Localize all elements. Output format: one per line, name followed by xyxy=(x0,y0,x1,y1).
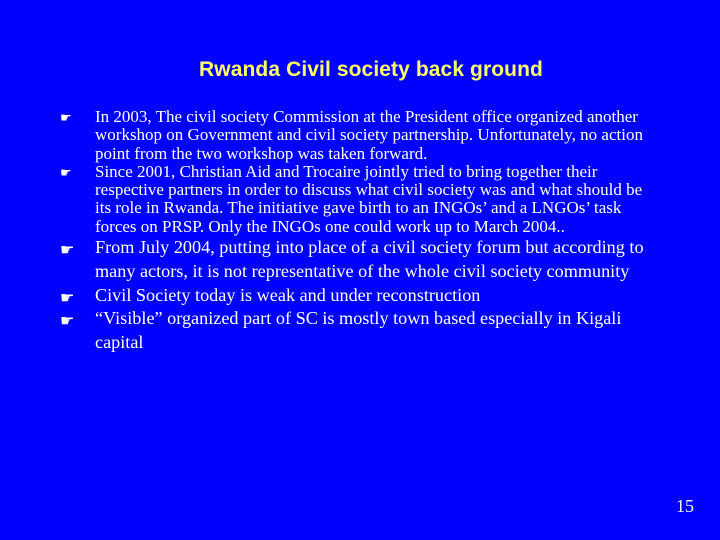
bullet-text: “Visible” organized part of SC is mostly town based especially in Kigali capital xyxy=(95,308,622,353)
bullet-item xyxy=(60,236,660,284)
bullet-text: In 2003, The civil society Commission at the President office organized another workshop on Government and civil society partnership. Unfortunately, no action point from the two workshop was taken forward. xyxy=(95,107,643,163)
bullet-list xyxy=(60,108,660,355)
page-number: 15 xyxy=(676,496,694,516)
pointing-hand-icon: ☛ xyxy=(60,111,72,126)
bullet-text: From July 2004, putting into place of a civil society forum but according to many actors, it is not representative of the whole civil society community xyxy=(95,237,644,281)
pointing-hand-icon: ☛ xyxy=(60,311,75,331)
bullet-item xyxy=(60,163,660,236)
bullet-text: Civil Society today is weak and under reconstruction xyxy=(95,284,481,305)
bullet-item xyxy=(60,284,660,308)
bullet-item xyxy=(60,307,660,355)
pointing-hand-icon: ☛ xyxy=(60,287,75,307)
pointing-hand-icon: ☛ xyxy=(60,165,72,181)
pointing-hand-icon: ☛ xyxy=(60,240,75,260)
bullet-item xyxy=(60,108,660,163)
slide-title: Rwanda Civil society back ground xyxy=(199,58,543,81)
bullet-text: Since 2001, Christian Aid and Trocaire jointly tried to bring together their respective partners in order to discuss what civil society was and what should be its role in Rwanda. The initiative gave birth to an INGOs’ and a LNGOs’ task forces on PRSP. Only the INGOs one could work up to March 2004.. xyxy=(95,161,643,236)
